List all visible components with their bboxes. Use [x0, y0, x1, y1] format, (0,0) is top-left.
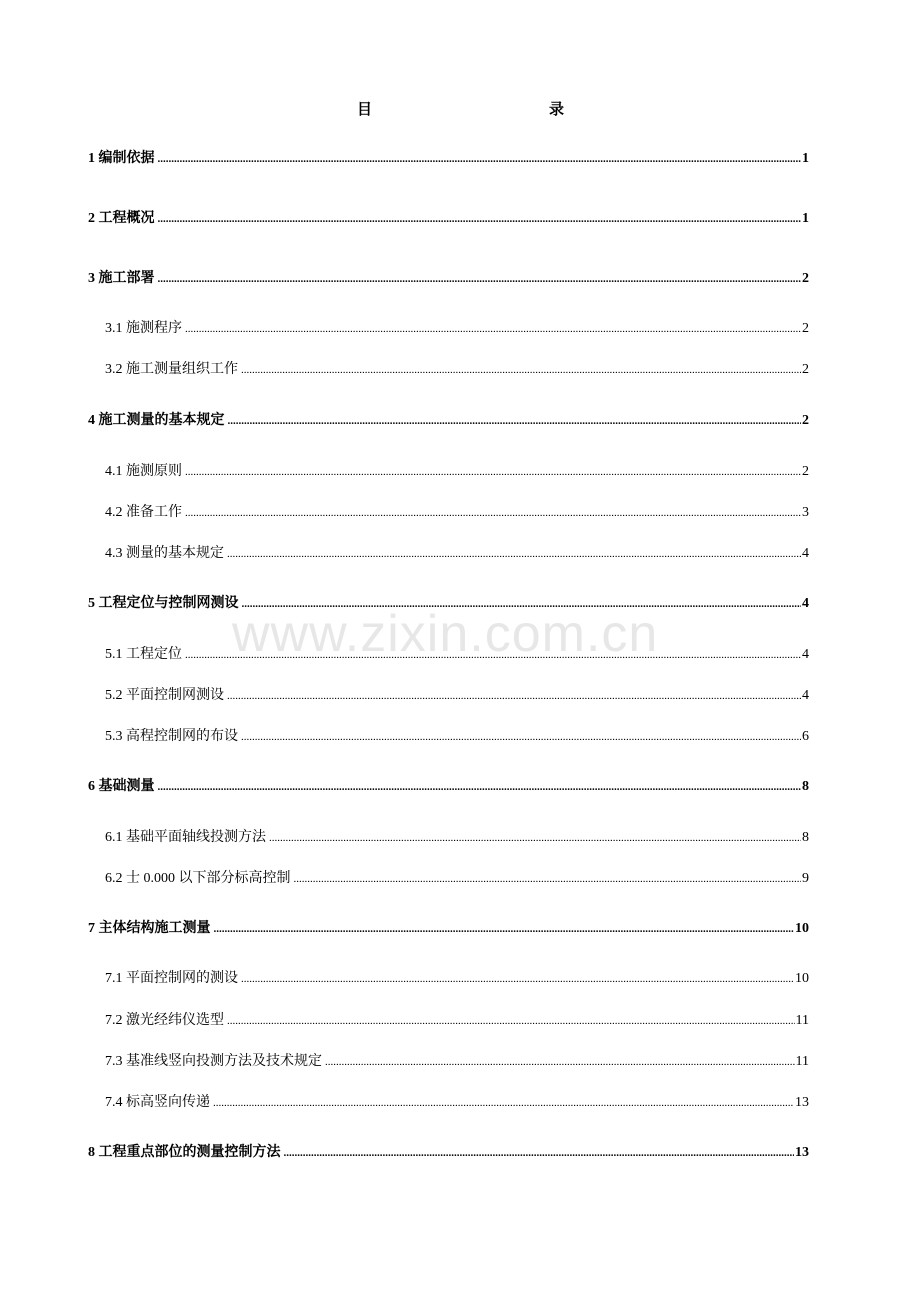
toc-entry[interactable] — [88, 777, 809, 797]
toc-leader-dots — [228, 411, 802, 431]
toc-entry-page: 1 — [802, 151, 809, 166]
toc-entry-label: 4.3 测量的基本规定 — [105, 546, 224, 561]
toc-entry[interactable] — [105, 969, 809, 989]
toc-entry[interactable] — [105, 869, 809, 889]
toc-entry-page: 13 — [795, 1095, 809, 1110]
toc-leader-dots — [213, 1093, 794, 1113]
toc-leader-dots — [158, 269, 802, 289]
toc-entry[interactable] — [105, 1052, 809, 1072]
toc-entry[interactable] — [88, 411, 809, 431]
toc-leader-dots — [227, 1011, 795, 1031]
toc-entry[interactable] — [105, 544, 809, 564]
toc-entry-label: 7 主体结构施工测量 — [88, 921, 211, 936]
toc-entry-page: 8 — [802, 779, 809, 794]
toc-entry-label: 6.2 士 0.000 以下部分标高控制 — [105, 871, 291, 886]
toc-entry-page: 4 — [802, 546, 809, 561]
toc-entry-page: 11 — [795, 1054, 809, 1069]
toc-entry-page: 2 — [802, 271, 809, 286]
toc-entry-label: 7.2 激光经纬仪选型 — [105, 1013, 224, 1028]
toc-entry[interactable] — [88, 269, 809, 289]
toc-entry-label: 3 施工部署 — [88, 271, 155, 286]
toc-entry-label: 3.1 施测程序 — [105, 321, 182, 336]
toc-entry-label: 4.2 准备工作 — [105, 505, 182, 520]
toc-leader-dots — [158, 149, 802, 169]
toc-entry-page: 2 — [802, 321, 809, 336]
toc-entry[interactable] — [105, 686, 809, 706]
toc-entry[interactable] — [88, 209, 809, 229]
toc-leader-dots — [294, 869, 802, 889]
toc-entry-label: 5.1 工程定位 — [105, 647, 182, 662]
toc-entry[interactable] — [88, 149, 809, 169]
toc-leader-dots — [241, 727, 801, 747]
toc-leader-dots — [185, 462, 801, 482]
toc-entry-label: 8 工程重点部位的测量控制方法 — [88, 1145, 281, 1160]
toc-entry[interactable] — [105, 1093, 809, 1113]
toc-entry-label: 7.4 标高竖向传递 — [105, 1095, 210, 1110]
toc-leader-dots — [241, 360, 801, 380]
toc-leader-dots — [227, 544, 801, 564]
toc-entry-label: 2 工程概况 — [88, 211, 155, 226]
toc-title-part1: 目 — [357, 102, 373, 118]
toc-leader-dots — [325, 1052, 795, 1072]
toc-entry-label: 7.1 平面控制网的测设 — [105, 971, 238, 986]
toc-leader-dots — [284, 1143, 795, 1163]
toc-entry[interactable] — [88, 919, 809, 939]
toc-entry-label: 5 工程定位与控制网测设 — [88, 596, 239, 611]
toc-entry[interactable] — [105, 319, 809, 339]
toc-entry[interactable] — [105, 828, 809, 848]
toc-entry-label: 1 编制依据 — [88, 151, 155, 166]
toc-entry-page: 2 — [802, 464, 809, 479]
toc-entry-page: 2 — [802, 362, 809, 377]
toc-entry-label: 4 施工测量的基本规定 — [88, 413, 225, 428]
toc-leader-dots — [241, 969, 794, 989]
toc-entry-page: 2 — [802, 413, 809, 428]
toc-entry-page: 4 — [802, 688, 809, 703]
toc-entry[interactable] — [105, 727, 809, 747]
toc-entry-page: 8 — [802, 830, 809, 845]
toc-entry-label: 6.1 基础平面轴线投测方法 — [105, 830, 266, 845]
toc-title-part2: 录 — [549, 102, 565, 118]
toc-entry-label: 6 基础测量 — [88, 779, 155, 794]
toc-entry-page: 4 — [802, 596, 809, 611]
toc-entry-page: 1 — [802, 211, 809, 226]
toc-entry-label: 5.2 平面控制网测设 — [105, 688, 224, 703]
toc-entry-label: 4.1 施测原则 — [105, 464, 182, 479]
toc-leader-dots — [158, 209, 802, 229]
watermark: www.zixin.com.cn — [232, 605, 659, 663]
toc-title — [0, 98, 920, 120]
toc-leader-dots — [214, 919, 795, 939]
toc-entry-page: 11 — [795, 1013, 809, 1028]
toc-entry-page: 4 — [802, 647, 809, 662]
toc-entry[interactable] — [105, 462, 809, 482]
toc-leader-dots — [158, 777, 802, 797]
toc-entry-page: 10 — [795, 921, 809, 936]
toc-entry[interactable] — [88, 1143, 809, 1163]
toc-leader-dots — [185, 319, 801, 339]
toc-entry-page: 9 — [802, 871, 809, 886]
toc-entry-label: 7.3 基准线竖向投测方法及技术规定 — [105, 1054, 322, 1069]
toc-entry[interactable] — [105, 360, 809, 380]
toc-entry[interactable] — [105, 1011, 809, 1031]
toc-leader-dots — [185, 503, 801, 523]
toc-entry-page: 6 — [802, 729, 809, 744]
toc-entry[interactable] — [105, 503, 809, 523]
toc-leader-dots — [269, 828, 801, 848]
toc-leader-dots — [227, 686, 801, 706]
toc-entry-page: 13 — [795, 1145, 809, 1160]
toc-entry-page: 3 — [802, 505, 809, 520]
toc-entry-label: 5.3 高程控制网的布设 — [105, 729, 238, 744]
toc-entry-page: 10 — [795, 971, 809, 986]
toc-entry-label: 3.2 施工测量组织工作 — [105, 362, 238, 377]
